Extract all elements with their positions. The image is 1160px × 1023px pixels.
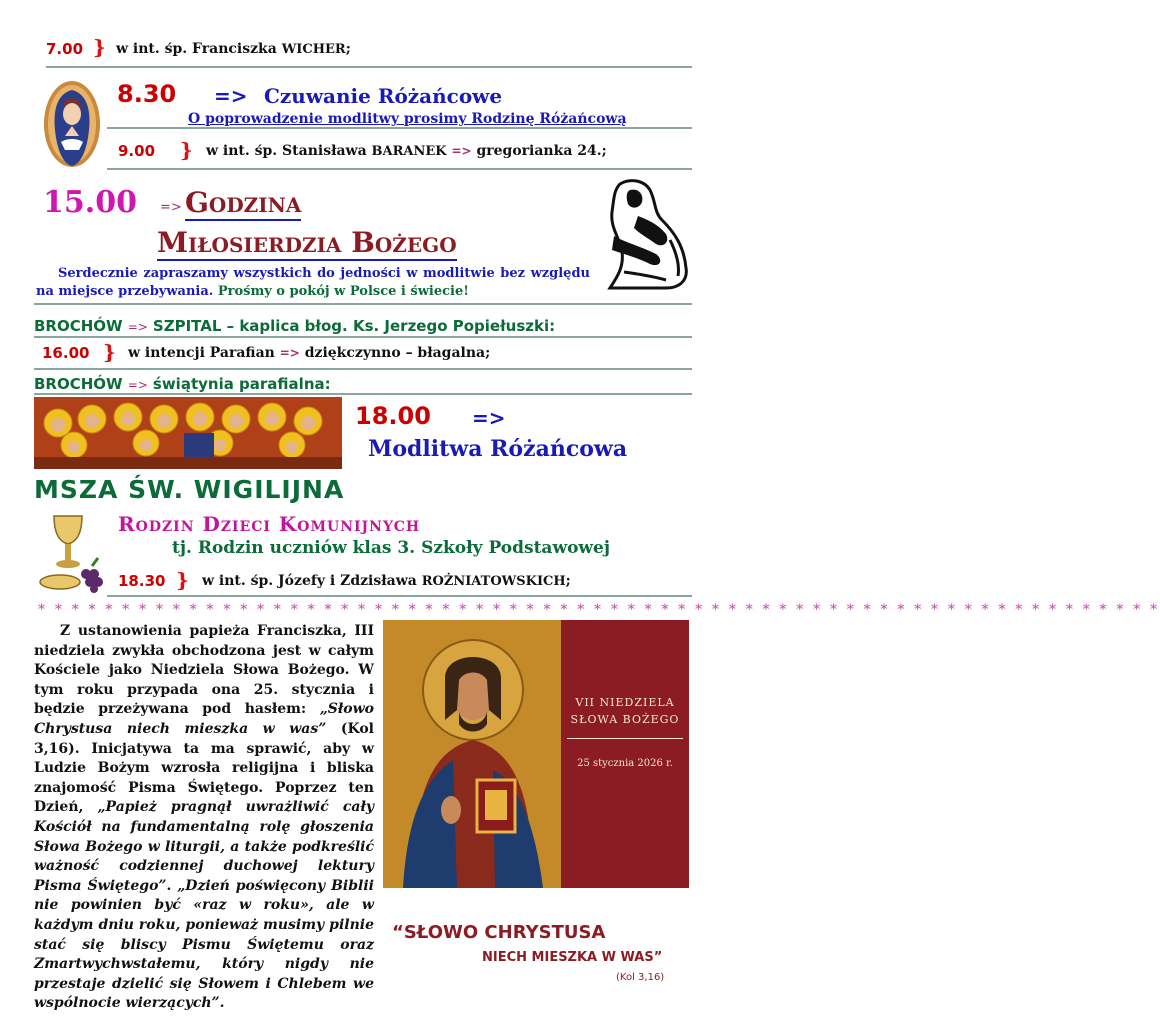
place: BROCHÓW: [34, 317, 123, 335]
divider: [107, 595, 692, 597]
mercy-title-1: Godzina: [185, 186, 302, 219]
invite-text: Serdecznie zapraszamy wszystkich do jedności w modlitwie bez względu na miejsce przebywania.: [36, 266, 590, 299]
divider: [107, 127, 692, 129]
brace-icon: }: [103, 340, 116, 364]
mass-row-7: [46, 37, 686, 61]
intention-tail: dziękczynno – błagalna;: [304, 345, 491, 361]
motto-ref: (Kol 3,16): [616, 972, 665, 983]
vigil-pupils: tj. Rodzin uczniów klas 3. Szkoły Podstawowej: [172, 538, 611, 558]
rosary-arrow: =>: [214, 84, 248, 108]
intention-text: w int. śp. Stanisława: [206, 143, 372, 159]
motto-line1: “SŁOWO CHRYSTUSA: [392, 922, 606, 943]
intention-text: w int. śp. Franciszka: [116, 41, 282, 57]
mercy-time: 15.00: [43, 185, 137, 220]
divider: [34, 393, 692, 395]
peace-text: Prośmy o pokój w Polsce i świecie!: [217, 284, 469, 299]
arrow: =>: [451, 144, 472, 158]
rosary-time: 8.30: [117, 80, 177, 108]
intention-name: BARANEK: [371, 144, 447, 159]
christ-icon-image: [383, 620, 561, 888]
chalice-image: [38, 512, 104, 594]
intention-end: ;: [565, 573, 571, 589]
stars-separator: * * * * * * * * * * * * * * * * * * * * * * * * * * * * * * * * * * * * * * * * * * * * * * * * * * * * * * * * * * * * * * * * * * *: [38, 602, 1160, 618]
brace-icon: }: [176, 568, 189, 592]
mass-time: 16.00: [42, 344, 90, 362]
poster-line1: VII NIEDZIELA: [575, 696, 675, 709]
mass-row-1830: [118, 568, 688, 592]
vigil-families: Rodzin Dzieci Komunijnych: [118, 512, 421, 536]
hospital-heading: [34, 316, 555, 335]
rosary-time-18: 18.00: [355, 402, 431, 430]
arrow: =>: [127, 320, 148, 334]
church-title: świątynia parafialna:: [152, 375, 331, 393]
article-quote: „Papież pragnął uwrażliwić cały Kościół na fundamentalną rolę głoszenia Słowa Bożego w liturgii, a także podkreślić ważność codziennej duchowej lektury Pisma Świętego”. „Dzień poświęcony Biblii nie powinien być «raz w roku», ale w każdym dniu roku, ponieważ musimy pilnie stać się bliscy Pismu Świętemu oraz Zmartwychwstałemu, który nigdy nie przestaje dzielić się Słowem i Chlebem we wspólnocie wierzących”.: [34, 799, 374, 1012]
mass-intention: [128, 345, 490, 361]
article-text: [34, 622, 374, 1014]
mass-row-9: [118, 138, 688, 164]
intention-text: w intencji Parafian: [128, 345, 275, 361]
intention-end: ;: [345, 41, 351, 57]
rosary-prayer: Modlitwa Różańcowa: [368, 436, 628, 462]
mercy-invite: [36, 265, 590, 301]
poster-date: 25 stycznia 2026 r.: [577, 758, 673, 769]
mass-intention: [206, 143, 607, 159]
article-part: Z ustanowienia papieża Franciszka, III niedziela zwykła obchodzona jest w całym Kościele jako Niedziela Słowa Bożego. W tym roku przypada ona 25. stycznia i będzie przeżywana pod hasłem:: [34, 623, 374, 718]
brace-icon: }: [180, 138, 193, 162]
intention-name: WICHER: [281, 42, 346, 57]
mass-row-16: [42, 340, 682, 364]
divider: [34, 303, 692, 305]
rosary-note: O poprowadzenie modlitwy prosimy Rodzinę Różańcową: [188, 111, 627, 127]
poster-rule: [567, 738, 683, 739]
hospital-title: SZPITAL – kaplica błog. Ks. Jerzego Popiełuszki:: [152, 317, 556, 335]
rosary-title: Czuwanie Różańcowe: [264, 84, 503, 108]
mass-intention: [202, 573, 571, 589]
pentecost-image: [34, 397, 342, 469]
rosary-arrow-18: =>: [472, 406, 506, 430]
intention-name: ROŻNIATOWSKICH: [421, 574, 566, 589]
mass-intention: [116, 41, 351, 57]
article-quote: „Słowo Chrystusa niech mieszka w was”: [34, 701, 374, 737]
arrow: =>: [279, 346, 300, 360]
place: BROCHÓW: [34, 375, 123, 393]
mass-time: 9.00: [118, 142, 156, 160]
article-part: (Kol 3,16). Inicjatywa ta ma sprawić, aby w Ludzie Bożym wzrosła religijna i bliska znajomość Pisma Świętego. Poprzez ten Dzień,: [34, 720, 375, 816]
pieta-image: [600, 176, 692, 292]
intention-tail: gregorianka 24.;: [476, 143, 607, 159]
mercy-title-2: Miłosierdzia Bożego: [157, 226, 457, 259]
church-heading: [34, 374, 331, 393]
mercy-arrow: =>: [160, 200, 182, 215]
divider: [34, 336, 692, 338]
divider: [46, 66, 692, 68]
intention-text: w int. śp. Józefy i Zdzisława: [202, 573, 422, 589]
arrow: =>: [127, 378, 148, 392]
vigil-title: MSZA ŚW. WIGILIJNA: [34, 475, 345, 504]
mass-time: 7.00: [46, 40, 84, 58]
motto-line2: NIECH MIESZKA W WAS”: [482, 950, 663, 965]
divider: [34, 368, 692, 370]
divider: [107, 168, 692, 170]
madonna-image: [43, 80, 101, 168]
mass-time: 18.30: [118, 572, 166, 590]
poster-panel: [561, 620, 689, 888]
brace-icon: }: [93, 35, 106, 59]
poster-line2: SŁOWA BOŻEGO: [570, 713, 680, 726]
